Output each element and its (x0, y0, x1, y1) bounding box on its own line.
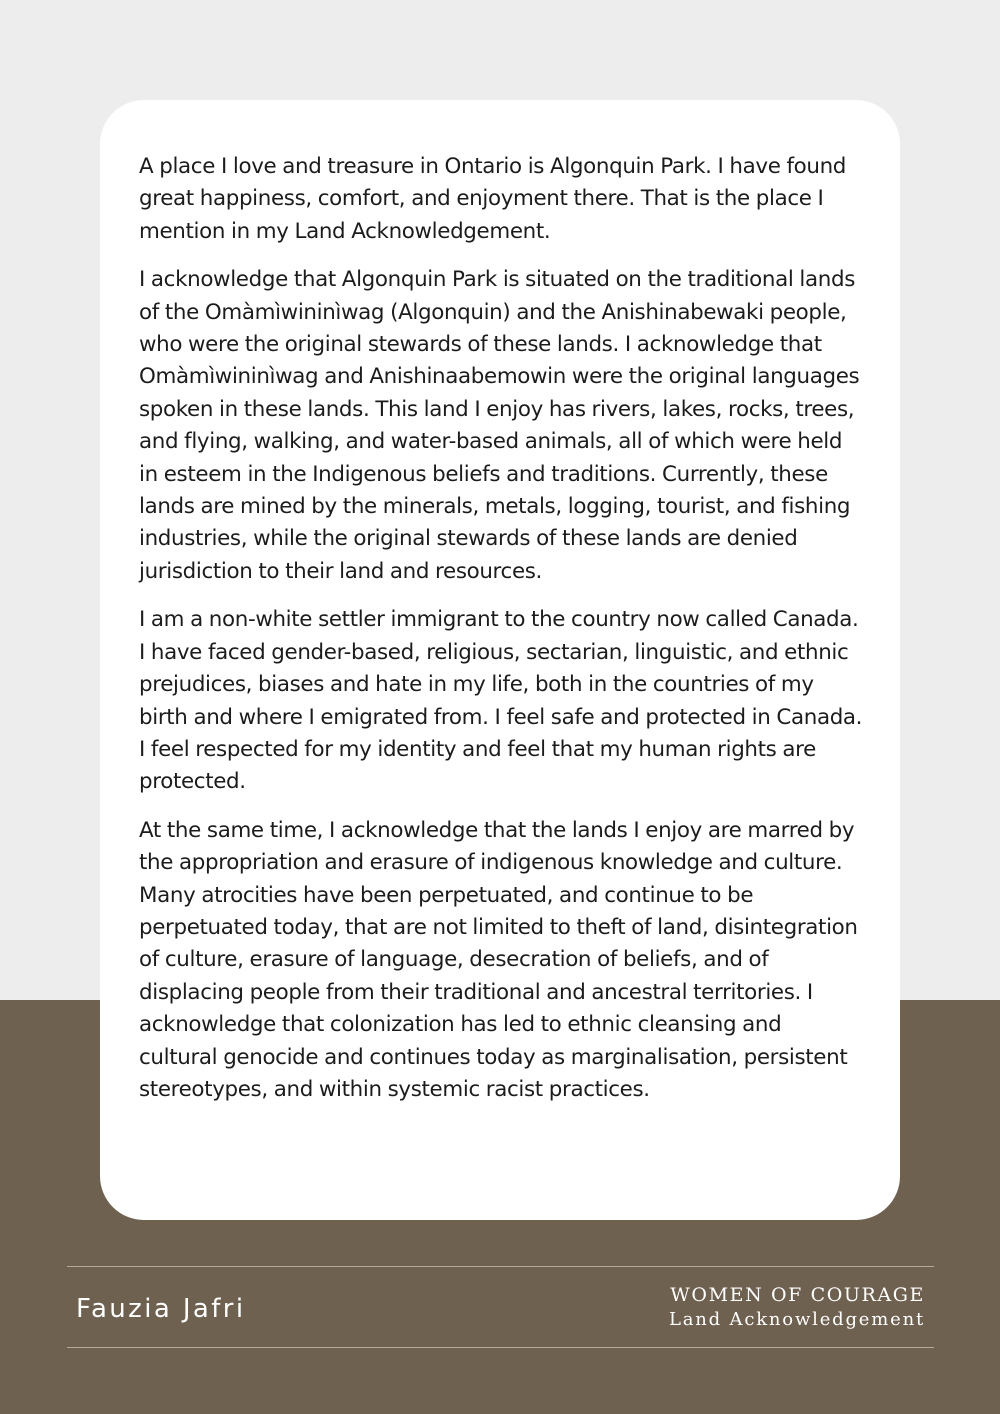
footer-divider-top (67, 1266, 934, 1267)
author-name: Fauzia Jafri (76, 1294, 246, 1324)
paragraph-4: At the same time, I acknowledge that the lands I enjoy are marred by the appropriation and erasure of indigenous knowledge and culture. Many atrocities have been perpetuated, and continue to be perpetuated today, that are not limited to theft of land, disintegration of culture, erasure of language, desecration of beliefs, and of displacing people from their traditional and ancestral territories. I acknowledge that colonization has led to ethnic cleansing and cultural genocide and continues today as marginalisation, persistent stereotypes, and within systemic racist practices. (139, 817, 858, 1102)
paragraph-1: A place I love and treasure in Ontario is Algonquin Park. I have found great happiness, comfort, and enjoyment there. That is the place I mention in my Land Acknowledgement. (139, 154, 847, 244)
paragraph-3: I am a non-white settler immigrant to the country now called Canada. I have faced gender-based, religious, sectarian, linguistic, and ethnic prejudices, biases and hate in my life, both in the countries of my birth and where I emigrated from. I feel safe and protected in Canada. I feel respected for my identity and feel that my human rights are protected. (139, 607, 863, 795)
text-card (100, 100, 900, 1220)
series-label (669, 1282, 925, 1332)
series-title: WOMEN OF COURAGE (670, 1284, 925, 1306)
series-subtitle: Land Acknowledgement (669, 1309, 925, 1330)
footer-divider-bottom (67, 1347, 934, 1348)
paragraph-2: I acknowledge that Algonquin Park is situated on the traditional lands of the Omàmìwininìwag (Algonquin) and the Anishinabewaki people, who were the original stewards of these lands. I acknowledge that Omàmìwininìwag and Anishinaabemowin were the original languages spoken in these lands. This land I enjoy has rivers, lakes, rocks, trees, and flying, walking, and water-based animals, all of which were held in esteem in the Indigenous beliefs and traditions. Currently, these lands are mined by the minerals, metals, logging, tourist, and fishing industries, while the original stewards of these lands are denied jurisdiction to their land and resources. (139, 267, 860, 584)
